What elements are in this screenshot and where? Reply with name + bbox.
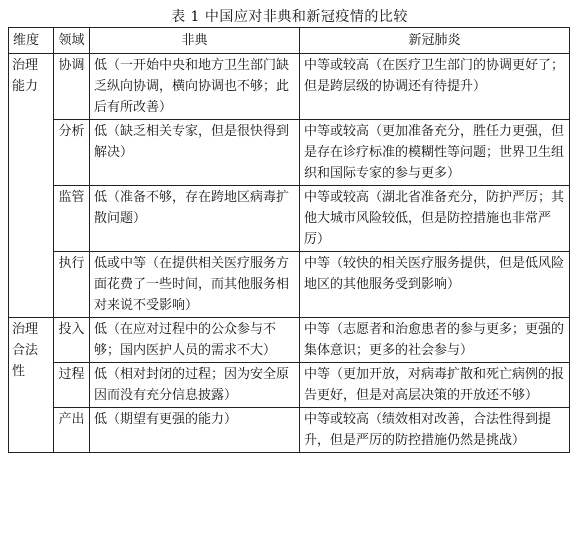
sars-cell: 低（相对封闭的过程；因为安全原因而没有充分信息披露） [90, 363, 300, 408]
dimension-cell: 治理合法性 [9, 318, 54, 453]
sars-cell: 低（期望有更强的能力） [90, 408, 300, 453]
header-field: 领域 [54, 28, 90, 54]
table-row [9, 318, 570, 363]
covid-cell: 中等或较高（湖北省准备充分，防护严厉；其他大城市风险较低，但是防控措施也非常严厉） [300, 186, 570, 252]
table-caption: 表 1 中国应对非典和新冠疫情的比较 [171, 9, 408, 25]
sars-cell: 低或中等（在提供相关医疗服务方面花费了一些时间，而其他服务相对来说不受影响） [90, 252, 300, 318]
table-row [9, 186, 570, 252]
covid-cell: 中等（志愿者和治愈患者的参与更多；更强的集体意识；更多的社会参与） [300, 318, 570, 363]
covid-cell: 中等（更加开放，对病毒扩散和死亡病例的报告更好，但是对高层决策的开放还不够） [300, 363, 570, 408]
sars-cell: 低（缺乏相关专家，但是很快得到解决） [90, 120, 300, 186]
sars-cell: 低（在应对过程中的公众参与不够；国内医护人员的需求不大） [90, 318, 300, 363]
header-covid: 新冠肺炎 [300, 28, 570, 54]
covid-cell: 中等或较高（更加准备充分，胜任力更强，但是存在诊疗标准的模糊性等问题；世界卫生组织和国际专家的参与更多） [300, 120, 570, 186]
covid-cell: 中等（较快的相关医疗服务提供，但是低风险地区的其他服务受到影响） [300, 252, 570, 318]
dimension-cell: 治理能力 [9, 54, 54, 318]
covid-cell: 中等或较高（绩效相对改善，合法性得到提升，但是严厉的防控措施仍然是挑战） [300, 408, 570, 453]
table-row [9, 408, 570, 453]
sars-cell: 低（一开始中央和地方卫生部门缺乏纵向协调，横向协调也不够；此后有所改善） [90, 54, 300, 120]
table-row [9, 252, 570, 318]
sars-cell: 低（准备不够，存在跨地区病毒扩散问题） [90, 186, 300, 252]
field-cell: 过程 [54, 363, 90, 408]
comparison-table [8, 27, 570, 453]
field-cell: 监管 [54, 186, 90, 252]
table-row [9, 120, 570, 186]
header-sars: 非典 [90, 28, 300, 54]
header-dimension: 维度 [9, 28, 54, 54]
table-row [9, 54, 570, 120]
field-cell: 产出 [54, 408, 90, 453]
covid-cell: 中等或较高（在医疗卫生部门的协调更好了；但是跨层级的协调还有待提升） [300, 54, 570, 120]
field-cell: 分析 [54, 120, 90, 186]
field-cell: 投入 [54, 318, 90, 363]
field-cell: 协调 [54, 54, 90, 120]
table-row [9, 363, 570, 408]
header-row [9, 28, 570, 54]
field-cell: 执行 [54, 252, 90, 318]
